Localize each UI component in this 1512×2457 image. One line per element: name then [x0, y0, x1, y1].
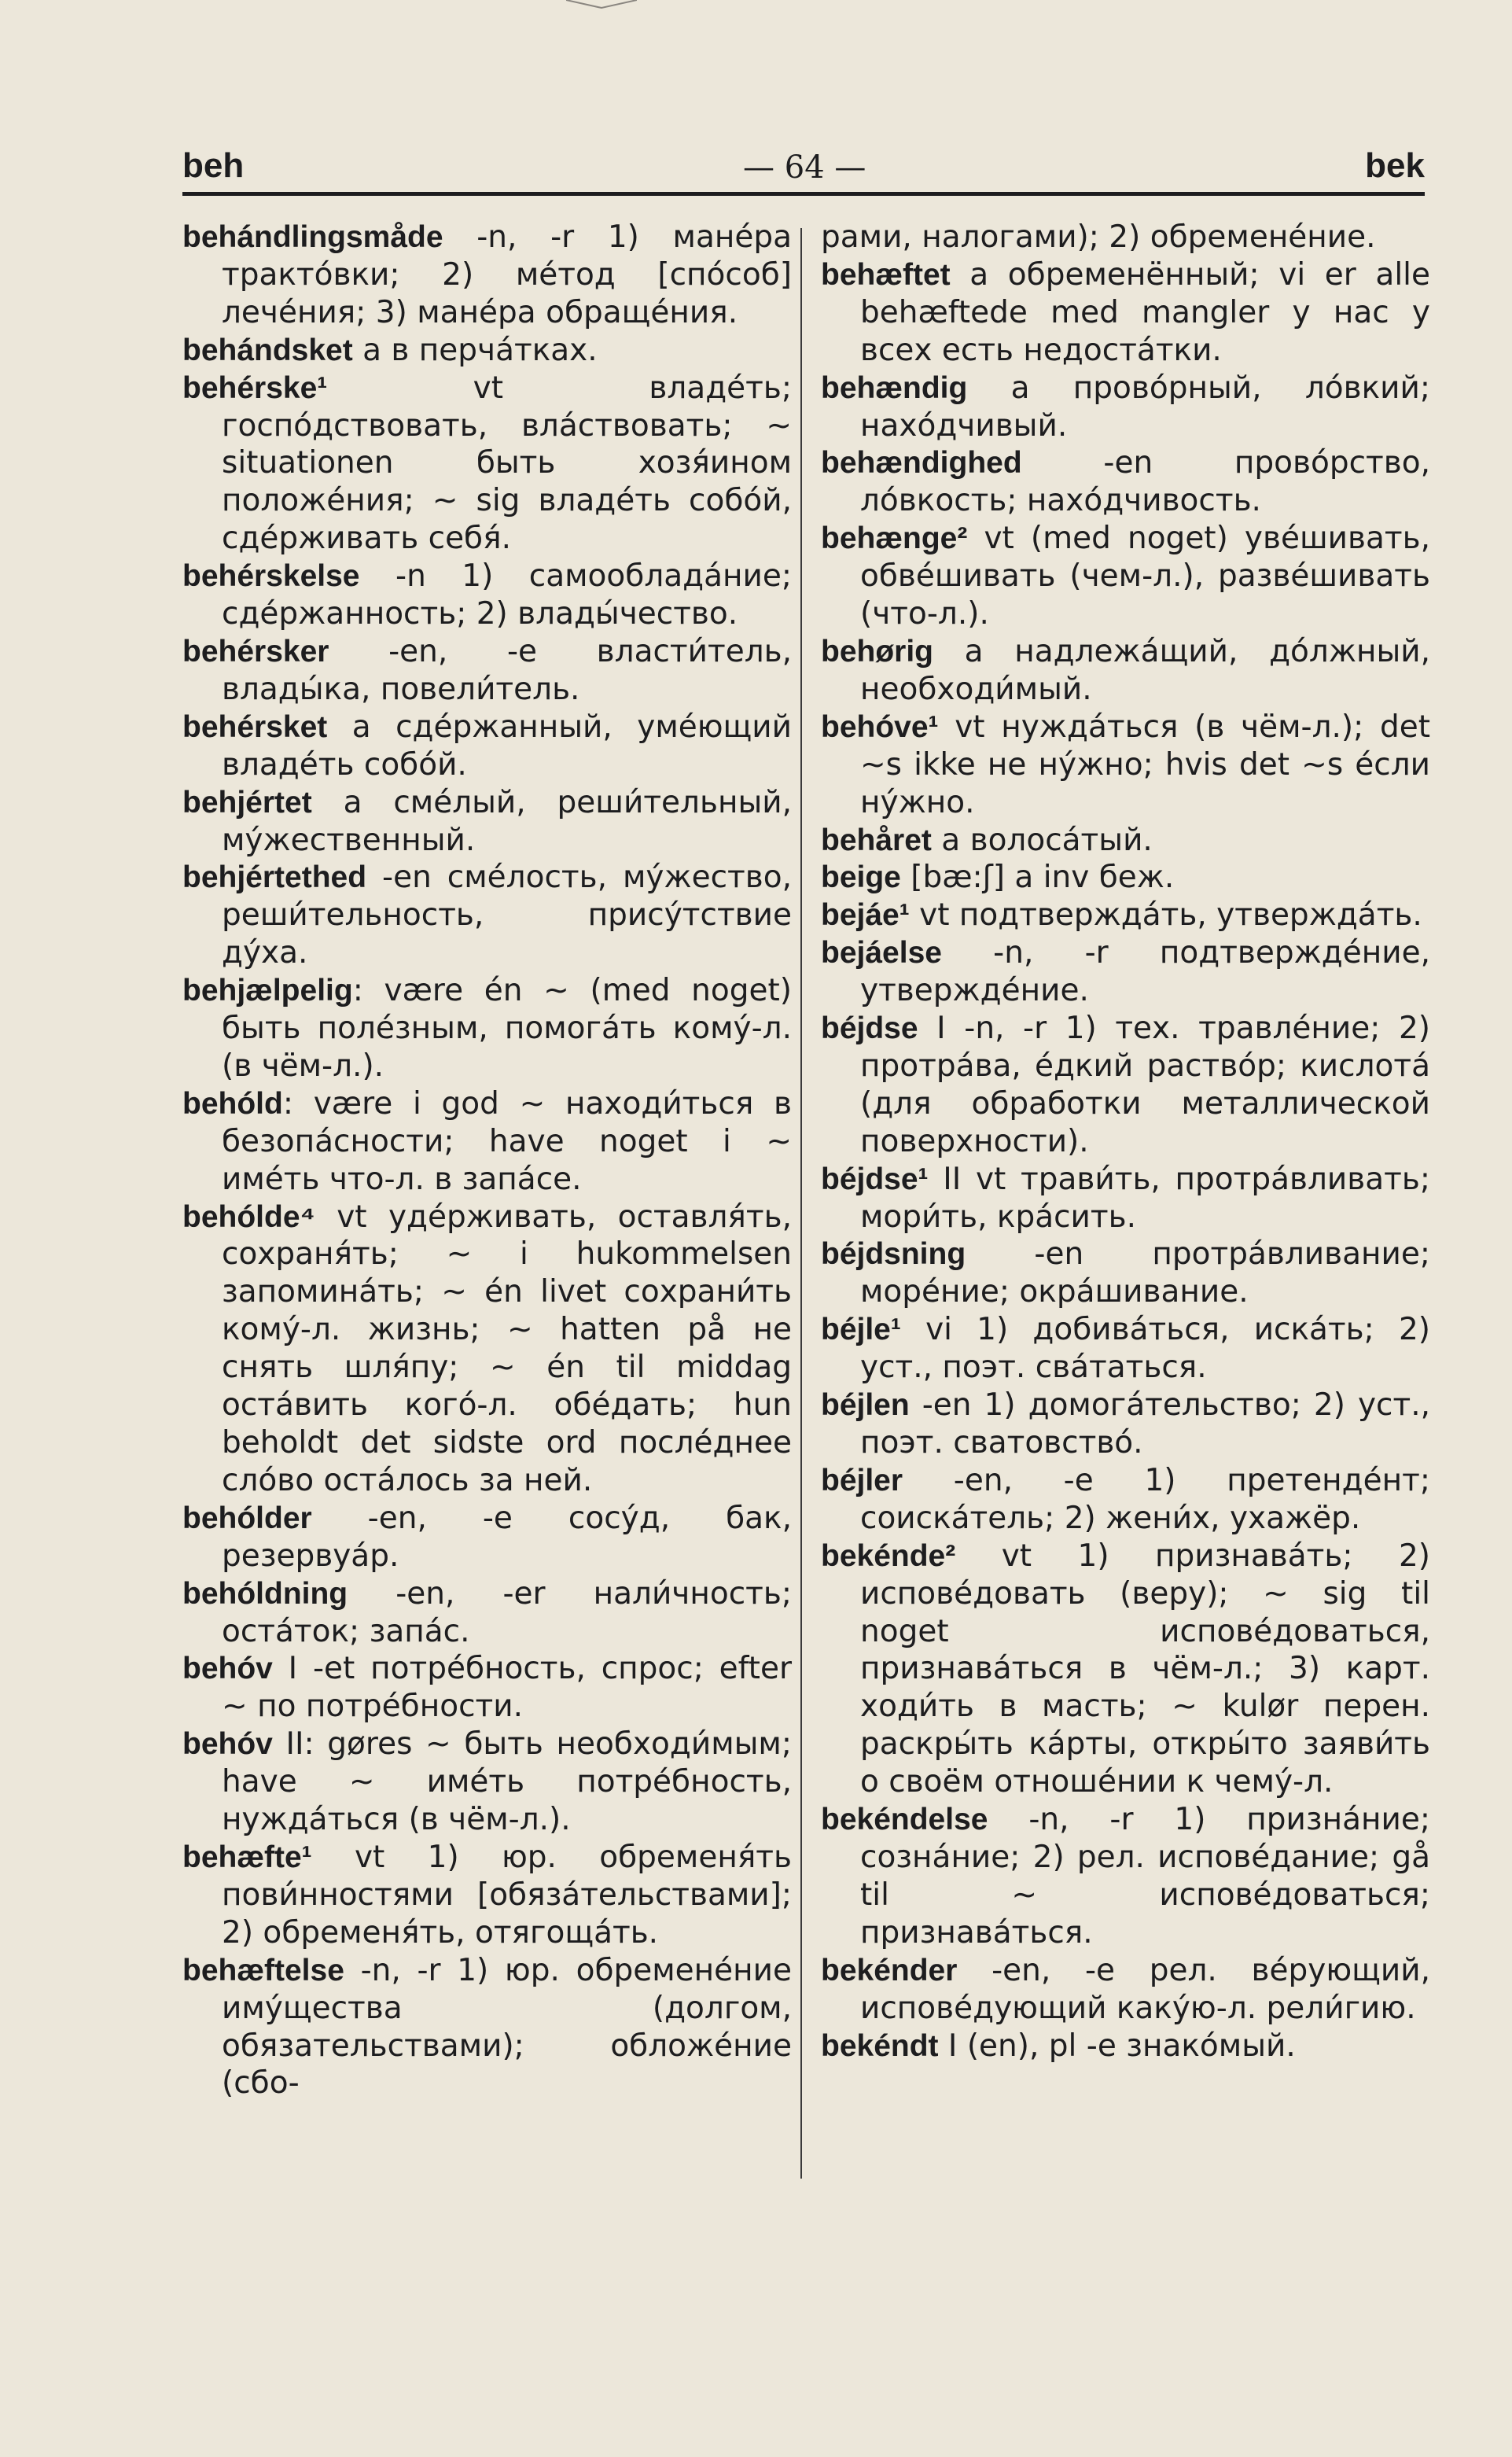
dictionary-entry: béjler -en, -e 1) претенде́нт; соиска́тель; 2) жени́х, ухажёр.: [821, 1462, 1430, 1536]
headword: béjle¹: [821, 1313, 901, 1347]
headword: behérsker: [182, 634, 329, 669]
dictionary-entry: behørig a надлежа́щий, до́лжный, необходи́мый.: [821, 633, 1430, 707]
dictionary-entry: behérsker -en, -e власти́тель, влады́ка, повели́тель.: [182, 633, 792, 707]
dictionary-entry: behólder -en, -e сосу́д, бак, резервуа́р.: [182, 1500, 792, 1574]
dictionary-entry: béjdsning -en протра́вливание; море́ние; окра́шивание.: [821, 1236, 1430, 1310]
headword: behæfte¹: [182, 1840, 312, 1874]
dictionary-entry: bekénder -en, -e рел. ве́рующий, испове́дующий каку́ю-л. рели́гию.: [821, 1952, 1430, 2026]
page-number: — 64 —: [743, 149, 866, 186]
headword: behándlingsmåde: [182, 220, 443, 254]
dictionary-entry: рами, налогами); 2) обремене́ние.: [821, 219, 1376, 255]
headword: behándsket: [182, 333, 353, 367]
headword: bejáe¹: [821, 898, 910, 933]
headword: behérsket: [182, 709, 328, 744]
dictionary-entry: behólde⁴ vt уде́рживать, оставля́ть, сохраня́ть; ~ i hukommelsen запомина́ть; ~ én livet сохрани́ть кому́-л. жизнь; ~ hatten på не снять шля́пу; ~ én til middag оста́вить кого́-л. обе́дать; hun beholdt det sidste ord после́днее сло́во оста́лось за ней.: [182, 1199, 792, 1498]
headword: behørig: [821, 634, 933, 669]
dictionary-entry: bekéndelse -n, -r 1) призна́ние; созна́ние; 2) рел. испове́дание; gå til ~ испове́доваться; признава́ться.: [821, 1802, 1430, 1950]
dictionary-entry: béjdse¹ II vt трави́ть, протра́вливать; мори́ть, кра́сить.: [821, 1161, 1430, 1235]
dictionary-entry: behóldning -en, -er нали́чность; оста́ток; запа́с.: [182, 1575, 792, 1649]
headword: behérskelse: [182, 559, 360, 594]
dictionary-entry: behóve¹ vt нужда́ться (в чём-л.); det ~s ikke не ну́жно; hvis det ~s е́сли ну́жно.: [821, 709, 1430, 820]
headword: behåret: [821, 823, 932, 857]
dictionary-entry: behóv II: gøres ~ быть необходи́мым; have ~ име́ть потре́бность, нужда́ться (в чём-л.).: [182, 1726, 792, 1838]
dictionary-entry: behérske¹ vt владе́ть; госпо́дствовать, вла́ствовать; ~ situationen быть хозя́ином положе́ния; ~ sig владе́ть собо́й, сде́рживать себя́.: [182, 370, 792, 557]
dictionary-entry: behændig a прово́рный, ло́вкий; нахо́дчивый.: [821, 370, 1430, 444]
dictionary-entry: béjle¹ vi 1) добива́ться, иска́ть; 2) уст., поэт. сва́таться.: [821, 1312, 1430, 1386]
headword: bekénder: [821, 1953, 958, 1987]
headword: behæftelse: [182, 1953, 344, 1987]
headword: béjler: [821, 1463, 903, 1497]
dictionary-entry: behæfte¹ vt 1) юр. обременя́ть пови́нностями [обяза́тельствами]; 2) обременя́ть, отягоща́ть.: [182, 1839, 792, 1950]
dictionary-entry: bejáe¹ vt подтвержда́ть, утвержда́ть.: [821, 897, 1422, 934]
page-fold-mark: [566, 0, 637, 9]
dictionary-entry: beige [bæ:ʃ] a inv беж.: [821, 860, 1175, 896]
dictionary-entry: behåret a волоса́тый.: [821, 822, 1153, 858]
headword: behólde⁴: [182, 1199, 315, 1234]
dictionary-entry: bekénde² vt 1) признава́ть; 2) испове́довать (веру); ~ sig til noget испове́доваться, признава́ться в чём-л.; 3) карт. ходи́ть в масть; ~ kulør перен. раскры́ть ка́рты, откры́то заяви́ть о своём отноше́нии к чему́-л.: [821, 1538, 1430, 1800]
headword: behóve¹: [821, 709, 939, 744]
dictionary-entry: behændighed -en прово́рство, ло́вкость; нахо́дчивость.: [821, 445, 1430, 519]
headword: behjælpelig: [182, 974, 353, 1008]
headword: béjdsning: [821, 1237, 966, 1272]
headword: behjértet: [182, 785, 312, 820]
dictionary-entry: behænge² vt (med noget) уве́шивать, обве́шивать (чем-л.), разве́шивать (что-л.).: [821, 521, 1430, 632]
headword: béjdse¹: [821, 1162, 929, 1196]
headword: behændighed: [821, 446, 1022, 481]
headword: bejáelse: [821, 936, 942, 971]
headword: behóldning: [182, 1576, 348, 1611]
guide-word-left: beh: [182, 146, 245, 185]
dictionary-entry: behæftelse -n, -r 1) юр. обремене́ние иму́щества (долгом, обязательствами); обложе́ние (сбо-: [182, 1952, 792, 2102]
dictionary-entry: behóv I -et потре́бность, спрос; efter ~ по потре́бности.: [182, 1651, 792, 1725]
header-rule: [182, 192, 1425, 196]
dictionary-entry: behérsket a сде́ржанный, уме́ющий владе́ть собо́й.: [182, 709, 792, 783]
headword: behólder: [182, 1501, 312, 1535]
column-divider: [800, 228, 802, 2179]
headword: béjdse: [821, 1011, 918, 1046]
left-column: [182, 219, 792, 2102]
dictionary-entry: behóld: være i god ~ находи́ться в безопа́сности; have noget i ~ име́ть что-л. в запа́се.: [182, 1085, 792, 1197]
headword: bekéndt: [821, 2028, 939, 2063]
dictionary-entry: behjértethed -en сме́лость, му́жество, реши́тельность, прису́тствие ду́ха.: [182, 860, 792, 971]
dictionary-entry: bekéndt I (en), pl -e знако́мый.: [821, 2028, 1296, 2064]
guide-word-right: bek: [1365, 146, 1425, 185]
dictionary-entry: behjértet a сме́лый, реши́тельный, му́жественный.: [182, 784, 792, 858]
dictionary-entry: behándsket a в перча́тках.: [182, 332, 598, 368]
headword: behérske¹: [182, 370, 328, 405]
dictionary-entry: béjlen -en 1) домога́тельство; 2) уст., поэт. сватовство́.: [821, 1387, 1430, 1461]
dictionary-entry: béjdse I -n, -r 1) тех. травле́ние; 2) протра́ва, е́дкий раство́р; кислота́ (для обработки металлической поверхности).: [821, 1011, 1430, 1159]
headword: behóv: [182, 1727, 273, 1762]
dictionary-entry: behérskelse -n 1) самооблада́ние; сде́ржанность; 2) влады́чество.: [182, 558, 792, 632]
dictionary-entry: behándlingsmåde -n, -r 1) мане́ра тракто́вки; 2) ме́тод [спо́соб] лече́ния; 3) мане́ра обраще́ния.: [182, 219, 792, 330]
headword: behændig: [821, 370, 968, 405]
dictionary-entry: bejáelse -n, -r подтвержде́ние, утвержде́ние.: [821, 935, 1430, 1009]
running-head: [182, 138, 1425, 186]
headword: behjértethed: [182, 860, 367, 895]
headword: bekéndelse: [821, 1803, 988, 1837]
headword: behænge²: [821, 521, 968, 556]
headword: beige: [821, 860, 901, 895]
dictionary-entry: behjælpelig: være én ~ (med noget) быть поле́зным, помога́ть кому́-л. (в чём-л.).: [182, 973, 792, 1084]
right-column: [821, 219, 1430, 2065]
headword: bekénde²: [821, 1538, 956, 1573]
headword: behóv: [182, 1652, 273, 1686]
headword: béjlen: [821, 1388, 910, 1423]
headword: behæftet: [821, 257, 951, 292]
dictionary-entry: behæftet a обременённый; vi er alle behæftede med mangler у нас у всех есть недоста́тки.: [821, 256, 1430, 368]
headword: behóld: [182, 1086, 283, 1121]
